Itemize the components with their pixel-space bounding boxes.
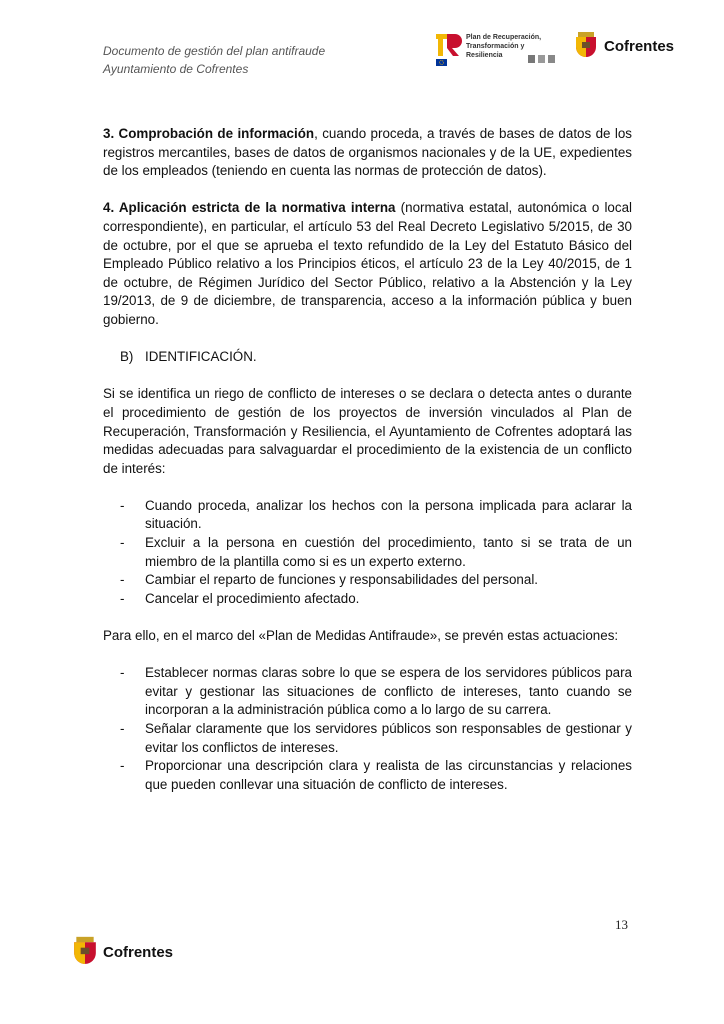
header-doc-title: Documento de gestión del plan antifraude (103, 44, 326, 58)
document-header (103, 42, 325, 78)
list-dash: - (120, 535, 125, 551)
plan-logo-line2: Transformación y Resiliencia (466, 43, 525, 59)
recovery-plan-logo (436, 30, 556, 66)
header-municipality-subtitle: Ayuntamiento de Cofrentes (103, 62, 249, 76)
list-item-text: Establecer normas claras sobre lo que se espera de los servidores públicos para evitar y gestionar las situaciones de conflicto de intereses, tanto cuando se incorporan a la administración pública como a lo largo de su carrera. (145, 665, 632, 718)
list-dash: - (120, 665, 125, 681)
list-dash: - (120, 721, 125, 736)
list-item (103, 534, 632, 571)
list-dash: - (120, 758, 125, 774)
section-heading-identification (103, 348, 632, 367)
paragraph-3-heading: 3. Comprobación de información (103, 126, 315, 141)
section-letter: B) (120, 349, 134, 365)
list-item (103, 590, 632, 609)
municipality-name: Cofrentes (604, 37, 675, 55)
footer-municipality-name: Cofrentes (103, 943, 174, 961)
list-item (103, 571, 632, 590)
list-item-text: Señalar claramente que los servidores públicos son responsables de gestionar y evitar los conflictos de intereses. (145, 721, 632, 755)
list-item-text: Excluir a la persona en cuestión del procedimiento, tanto si se trata de un miembro de la plantilla como si es un experto externo. (145, 535, 632, 569)
list-dash: - (120, 572, 125, 588)
municipality-logo-header (574, 32, 674, 60)
page-number: 13 (615, 917, 628, 932)
list-item-text: Cuando proceda, analizar los hechos con la persona implicada para aclarar la situación. (145, 497, 632, 532)
plan-actions-list (103, 664, 632, 794)
list-item (103, 720, 632, 757)
paragraph-identification: Si se identifica un riego de conflicto de intereses o se declara o detecta antes o durante el procedimiento de gestión de los proyectos de inversión vinculados al Plan de Recuperación, Transformación y Resiliencia, el Ayuntamiento de Cofrentes adoptará las medidas adecuadas para salvaguardar el procedimiento de la existencia de un conflicto de interés: (103, 386, 632, 476)
paragraph-4-text: (normativa estatal, autonómica o local correspondiente), en particular, el artículo 53 del Real Decreto Legislativo 5/2015, de 30 de octubre, por el que se aprueba el texto refundido de la Ley del Estatuto Básico del Empleado Público relativo a los Principios éticos, el artículo 23 de la Ley 40/2015, de 1 de octubre, de Régimen Jurídico del Sector Público, relativo a la Abstención y la Ley 19/2013, de 9 de diciembre, de transparencia, acceso a la información pública y buen gobierno. (103, 200, 633, 327)
list-item (103, 497, 632, 534)
recovery-plan-tr-icon (436, 30, 466, 66)
list-item-text: Cambiar el reparto de funciones y responsabilidades del personal. (145, 572, 539, 588)
section-title: IDENTIFICACIÓN. (145, 349, 257, 365)
plan-logo-line1: Plan de Recuperación, (466, 34, 542, 41)
paragraph-4-heading: 4. Aplicación estricta de la normativa interna (103, 200, 396, 216)
list-dash: - (120, 497, 125, 513)
paragraph-information-check (103, 125, 632, 181)
list-item-text: Proporcionar una descripción clara y realista de las circunstancias y relaciones que pueden conllevar una situación de conflicto de intereses. (145, 758, 632, 792)
paragraph-internal-regulations (103, 199, 632, 329)
paragraph-plan-measures: Para ello, en el marco del «Plan de Medidas Antifraude», se prevén estas actuaciones: (103, 628, 619, 644)
coat-of-arms-icon (574, 32, 598, 60)
paragraph-3-text: , cuando proceda, a través de bases de datos de los registros mercantiles, bases de datos de organismos nacionales y de la UE, expedientes de los empleados (teniendo en cuenta las normas de protección de datos). (103, 126, 632, 179)
conflict-measures-list (103, 497, 632, 609)
list-item-text: Cancelar el procedimiento afectado. (145, 590, 360, 606)
ministry-emblems-icon (528, 55, 556, 63)
coat-of-arms-icon (72, 936, 98, 968)
list-item (103, 757, 632, 794)
list-dash: - (120, 590, 125, 606)
municipality-logo-footer (72, 936, 173, 968)
document-body (103, 125, 632, 813)
list-item (103, 664, 632, 720)
